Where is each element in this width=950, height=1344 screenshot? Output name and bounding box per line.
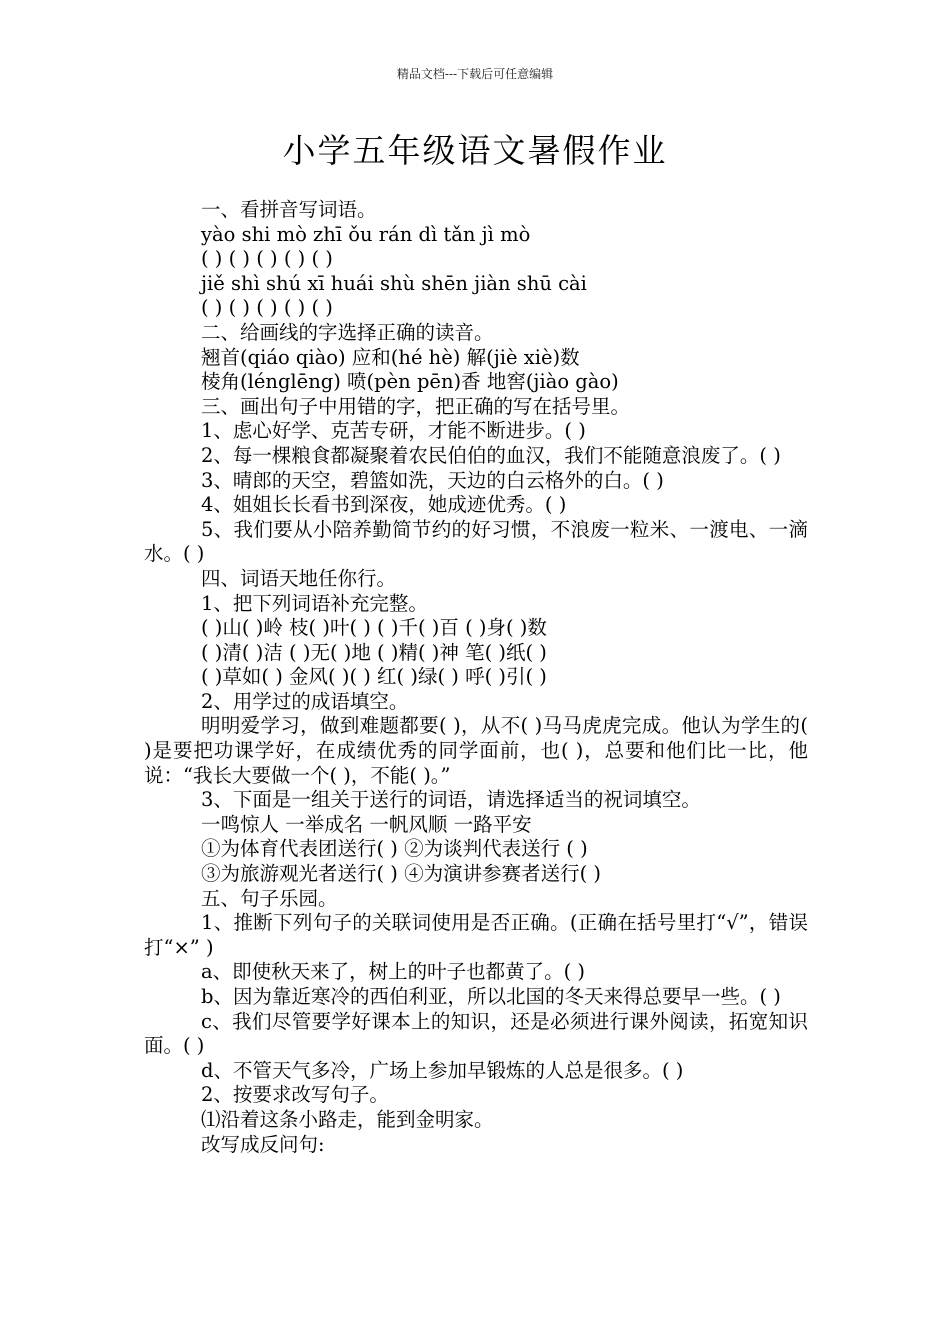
text-paragraph: c、我们尽管要学好课本上的知识，还是必须进行课外阅读，拓宽知识面。( ) — [144, 1009, 808, 1058]
page-title: 小学五年级语文暑假作业 — [282, 131, 668, 170]
text-line: ( )清( )洁 ( )无( )地 ( )精( )神 笔( )纸( ) — [201, 640, 547, 664]
worksheet-body — [144, 198, 808, 1157]
text-paragraph: 5、我们要从小陪养勤简节约的好习惯，不浪废一粒米、一渡电、一滴水。( ) — [144, 517, 808, 566]
text-line: ( ) ( ) ( ) ( ) ( ) — [201, 296, 333, 320]
text-line: 翘首(qiáo qiào) 应和(hé hè) 解(jiè xiè)数 — [201, 345, 580, 369]
text-line: 棱角(lénglēng) 喷(pèn pēn)香 地窖(jiào gào) — [201, 370, 619, 394]
text-line: d、不管天气多冷，广场上参加早锻炼的人总是很多。( ) — [201, 1058, 684, 1082]
text-line: 四、词语天地任你行。 — [201, 566, 397, 590]
text-line: ①为体育代表团送行( ) ②为谈判代表送行 ( ) — [201, 837, 588, 861]
text-line: ③为旅游观光者送行( ) ④为演讲参赛者送行( ) — [201, 862, 602, 886]
text-line: 二、给画线的字选择正确的读音。 — [201, 320, 494, 344]
text-line: 3、下面是一组关于送行的词语，请选择适当的祝词填空。 — [201, 788, 701, 812]
text-line: ⑴沿着这条小路走，能到金明家。 — [201, 1107, 494, 1131]
text-paragraph: 1、推断下列句子的关联词使用是否正确。(正确在括号里打“√”，错误打“×” ) — [144, 911, 808, 959]
text-line: 2、按要求改写句子。 — [201, 1083, 389, 1107]
text-line: ( )山( )岭 枝( )叶( ) ( )千( )百 ( )身( )数 — [201, 616, 547, 640]
text-line: 五、句子乐园。 — [201, 886, 338, 910]
text-line: jiě shì shú xī huái shù shēn jiàn shū cài — [201, 271, 587, 295]
text-line: ( )草如( ) 金风( )( ) 红( )绿( ) 呼( )引( ) — [201, 665, 547, 689]
text-line: 一、看拼音写词语。 — [201, 198, 377, 221]
text-line: 1、把下列词语补充完整。 — [201, 591, 428, 615]
text-line: 3、晴郎的天空，碧篮如洗，天边的白云格外的白。( ) — [201, 468, 664, 492]
text-line: 三、画出句子中用错的字，把正确的写在括号里。 — [201, 394, 631, 418]
text-line: 1、虑心好学、克苦专研，才能不断进步。( ) — [201, 419, 586, 443]
text-line: a、即使秋天来了，树上的叶子也都黄了。( ) — [201, 960, 586, 984]
text-line: ( ) ( ) ( ) ( ) ( ) — [201, 247, 333, 271]
text-line: yào shi mò zhī ǒu rán dì tǎn jì mò — [201, 222, 531, 246]
text-paragraph: b、因为靠近寒冷的西伯利亚，所以北国的冬天来得总要早一些。( ) — [201, 985, 781, 1008]
text-line: 改写成反问句: — [201, 1132, 325, 1156]
text-line: 2、用学过的成语填空。 — [201, 689, 409, 713]
text-paragraph: 2、每一棵粮食都凝聚着农民伯伯的血汉，我们不能随意浪废了。( ) — [201, 443, 781, 467]
header-note: 精品文档---下载后可任意编辑 — [396, 67, 554, 81]
text-paragraph: 明明爱学习，做到难题都要( )，从不( )马马虎虎完成。他认为学生的( )是要把功课学好，在成绩优秀的同学面前，也( )，总要和他们比一比，他说：“我长大要做一个( )，不能( )。” — [144, 714, 808, 787]
text-line: 一鸣惊人 一举成名 一帆风顺 一路平安 — [201, 812, 532, 836]
text-line: 4、姐姐长长看书到深夜，她成迹优秀。( ) — [201, 493, 567, 517]
